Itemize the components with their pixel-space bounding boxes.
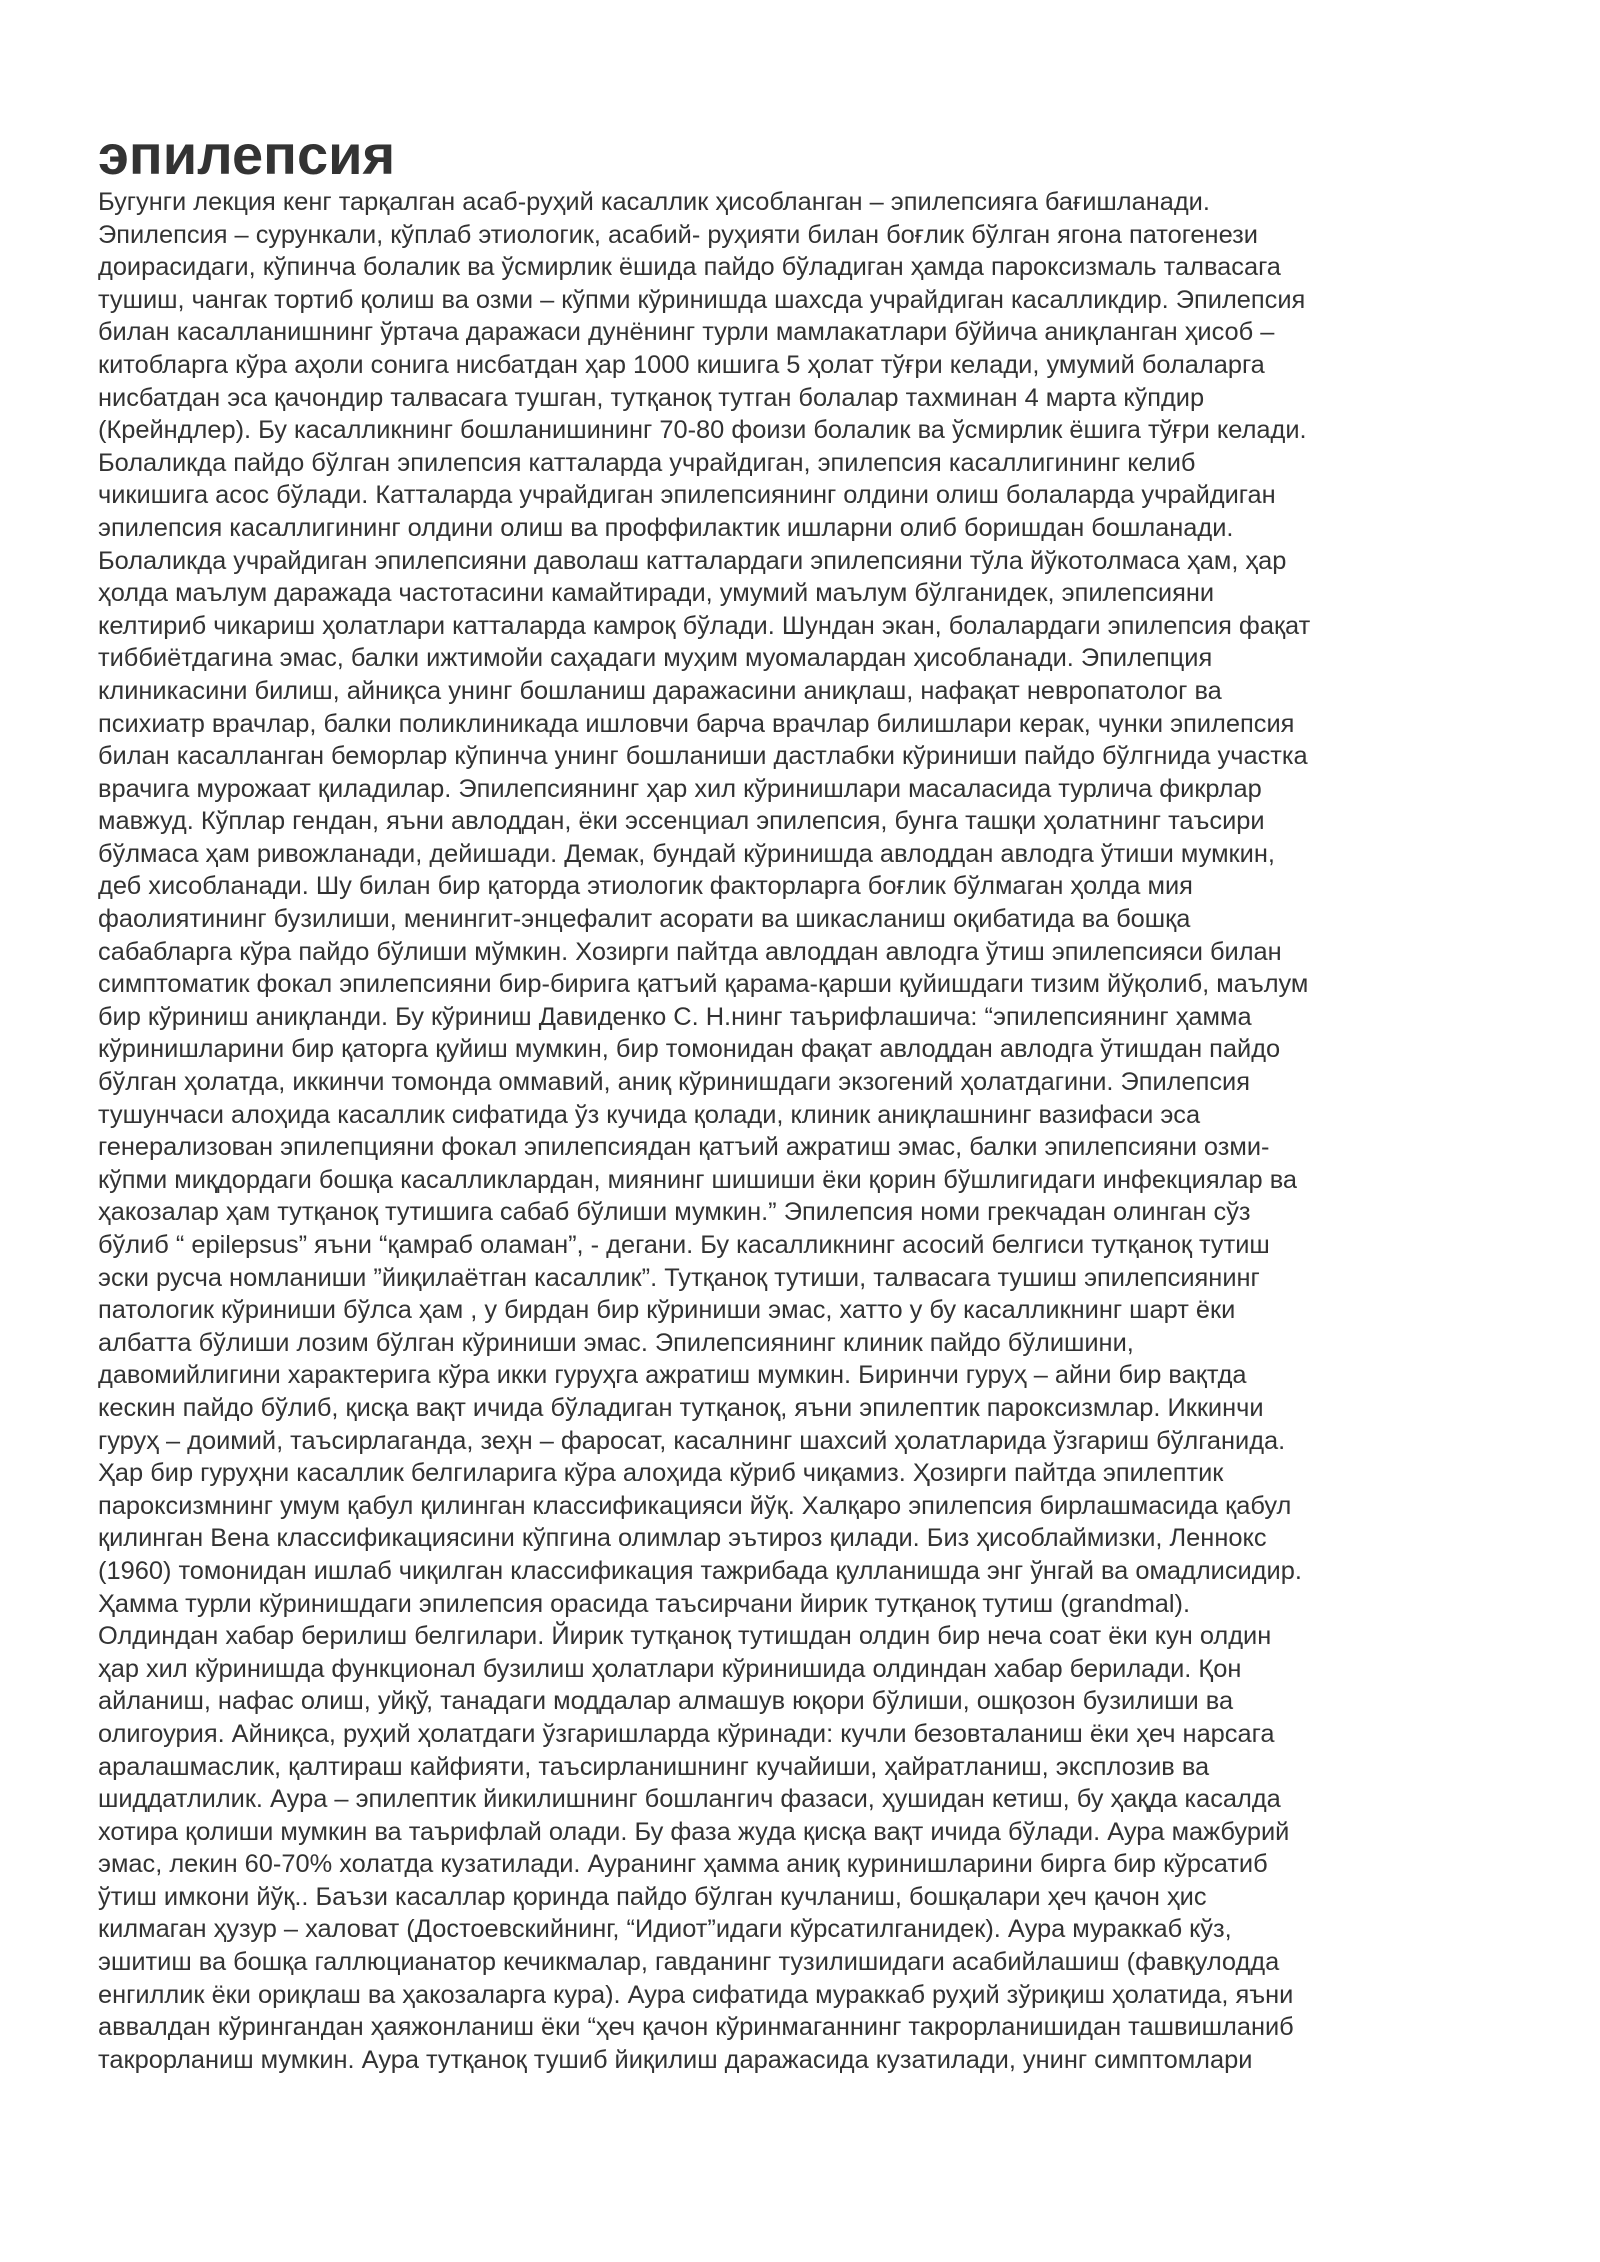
- body-line: келтириб чикариш ҳолатлари катталарда камроқ бўлади. Шундан экан, болалардаги эпилепсия фақат: [98, 611, 1311, 640]
- body-line: сабабларга кўра пайдо бўлиши мўмкин. Хозирги пайтда авлоддан авлодга ўтиш эпилепсияси билан: [98, 937, 1282, 966]
- body-line: мавжуд. Кўплар гендан, яъни авлоддан, ёки эссенциал эпилепсия, бунга ташқи ҳолатнинг таъсири: [98, 807, 1265, 836]
- body-line: нисбатдан эса қачондир талвасага тушган, тутқаноқ тутган болалар тахминан 4 марта кўпдир: [98, 383, 1205, 412]
- body-line: қилинган Вена классификациясини кўпгина олимлар эътироз қилади. Биз ҳисоблаймизки, Леннокс: [98, 1524, 1267, 1553]
- body-line: кескин пайдо бўлиб, қисқа вақт ичида бўладиган тутқаноқ, яъни эпилептик пароксизмлар. Иккинчи: [98, 1393, 1264, 1422]
- body-line: доирасидаги, кўпинча болалик ва ўсмирлик ёшида пайдо бўладиган ҳамда пароксизмаль талвасага: [98, 253, 1281, 282]
- body-line: эски русча номланиши ”йиқилаётган касаллик”. Тутқаноқ тутиши, талвасага тушиш эпилепсиянинг: [98, 1263, 1260, 1292]
- body-line: эшитиш ва бошқа галлюцианатор кечикмалар, гавданинг тузилишидаги асабийлашиш (фавқулодда: [98, 1948, 1280, 1977]
- body-line: ҳар хил кўринишда функционал бузилиш ҳолатлари кўринишида олдиндан хабар берилади. Қон: [98, 1654, 1242, 1683]
- body-line: албатта бўлиши лозим бўлган кўриниши эмас. Эпилепсиянинг клиник пайдо бўлишини,: [98, 1328, 1134, 1357]
- body-line: Болаликда пайдо бўлган эпилепсия катталарда учрайдиган, эпилепсия касаллигининг келиб: [98, 448, 1196, 477]
- body-line: Олдиндан хабар берилиш белгилари. Йирик тутқаноқ тутишдан олдин бир неча соат ёки кун олдин: [98, 1622, 1272, 1651]
- body-line: эпилепсия касаллигининг олдини олиш ва проффилактик ишларни олиб боришдан бошланади.: [98, 513, 1234, 542]
- body-line: симптоматик фокал эпилепсияни бир-бирига қатъий қарама-қарши қуйишдаги тизим йўқолиб, маълум: [98, 970, 1309, 999]
- body-line: кўринишларини бир қаторга қуйиш мумкин, бир томонидан фақат авлоддан авлодга ўтишдан пайдо: [98, 1035, 1281, 1064]
- body-line: китобларга кўра аҳоли сонига нисбатдан ҳар 1000 кишига 5 ҳолат тўғри келади, умумий болаларга: [98, 350, 1265, 379]
- body-line: эмас, лекин 60-70% холатда кузатилади. Ауранинг ҳамма аниқ куринишларини биргa бир кўрсатиб: [98, 1850, 1268, 1879]
- body-line: чикишига асос бўлади. Катталарда учрайдиган эпилепсиянинг олдини олиш болаларда учрайдиган: [98, 481, 1276, 510]
- body-line: бир кўриниш аниқланди. Бу кўриниш Давиденко С. Н.нинг таърифлашича: “эпилепсиянинг ҳамма: [98, 1002, 1252, 1031]
- body-line: пароксизмнинг умум қабул қилинган классификацияси йўқ. Халқаро эпилепсия бирлашмасида қабул: [98, 1491, 1292, 1520]
- body-line: Ҳамма турли кўринишдаги эпилепсия орасида таъсирчани йирик тутқаноқ тутиш (grandmal).: [98, 1589, 1191, 1618]
- body-line: такрорланиш мумкин. Аура тутқаноқ тушиб йиқилиш даражасида кузатилади, унинг симптомлари: [98, 2045, 1253, 2074]
- body-line: Бугунги лекция кенг тарқалган асаб-руҳий касаллик ҳисобланган – эпилепсияга бағишланади.: [98, 188, 1210, 216]
- body-line: айланиш, нафас олиш, уйқў, танадаги моддалар алмашув юқори бўлиши, ошқозон бузилиши ва: [98, 1687, 1234, 1716]
- body-line: Эпилепсия – сурункали, кўплаб этиологик, асабий- руҳияти билан боғлик бўлган ягона патогенези: [98, 220, 1258, 249]
- body-line: килмаган ҳузур – халоват (Достоевскийнинг, “Идиот”идаги кўрсатилганидек). Аура мураккаб кўз,: [98, 1915, 1232, 1944]
- body-line: генерализован эпилепцияни фокал эпилепсиядан қатъий ажратиш эмас, балки эпилепсияни озми-: [98, 1133, 1270, 1162]
- body-line: (Крейндлер). Бу касалликнинг бошланишининг 70-80 фоизи болалик ва ўсмирлик ёшига тўғри келади.: [98, 416, 1307, 445]
- body-line: врачига мурожаат қиладилар. Эпилепсиянинг ҳар хил кўринишлари масаласида турлича фикрлар: [98, 774, 1262, 803]
- document-page: [98, 124, 1458, 2076]
- body-line: ҳолда маълум даражада частотасини камайтиради, умумий маълум бўлганидек, эпилепсияни: [98, 579, 1215, 608]
- body-line: бўлган ҳолатда, иккинчи томонда оммавий, аниқ кўринишдаги экзогений ҳолатдагини. Эпилепсия: [98, 1068, 1250, 1097]
- body-line: аввалдан кўрингандан ҳаяжонланиш ёки “ҳеч қачон кўринмаганнинг такрорланишидан ташвишланиб: [98, 2013, 1294, 2042]
- body-line: аралашмаслик, қалтираш кайфияти, таъсирланишнинг кучайиши, ҳайратланиш, эксплозив ва: [98, 1752, 1210, 1781]
- body-line: фаолиятининг бузилиши, менингит-энцефалит асорати ва шикасланиш оқибатида ва бошқа: [98, 905, 1191, 934]
- body-line: билан касалланган беморлар кўпинча унинг бошланиши дастлабки кўриниши пайдо бўлгнида участка: [98, 742, 1308, 771]
- body-line: ўтиш имкони йўқ.. Баъзи касаллар қоринда пайдо бўлган кучланиш, бошқалари ҳеч қачон ҳис: [98, 1882, 1207, 1911]
- body-line: билан касалланишнинг ўртача даражаси дунёнинг турли мамлакатлари бўйича аниқланган ҳисоб –: [98, 318, 1275, 347]
- body-line: енгиллик ёки ориқлаш ва ҳакозаларга кура). Аура сифатида мураккаб руҳий зўриқиш ҳолатида, яъни: [98, 1980, 1294, 2009]
- body-line: психиатр врачлар, балки поликлиникада ишловчи барча врачлар билишлари керак, чунки эпилепсия: [98, 709, 1295, 738]
- body-line: деб хисобланади. Шу билан бир қаторда этиологик факторларга боғлик бўлмаган ҳолда мия: [98, 872, 1193, 901]
- body-line: давомийлигини характерига кўра икки гуруҳга ажратиш мумкин. Биринчи гуруҳ – айни бир вақтда: [98, 1361, 1247, 1390]
- body-line: кўпми миқдордаги бошқа касалликлардан, миянинг шишиши ёки қорин бўшлигидаги инфекциялар ва: [98, 1165, 1298, 1194]
- body-line: бўлмаса ҳам ривожланади, дейишади. Демак, бундай кўринишда авлоддан авлодга ўтиши мумкин,: [98, 839, 1275, 868]
- body-line: Болаликда учрайдиган эпилепсияни даволаш катталардаги эпилепсияни тўла йўкотолмаса ҳам, ҳар: [98, 546, 1287, 575]
- body-line: тушиш, чангак тортиб қолиш ва озми – кўпми кўринишда шахсда учрайдиган касалликдир. Эпилепсия: [98, 285, 1306, 314]
- body-line: хотира қолиши мумкин ва таърифлай олади. Бу фаза жуда қисқа вақт ичида бўлади. Аура мажбурий: [98, 1817, 1290, 1846]
- body-line: тушунчаси алоҳида касаллик сифатида ўз кучида қолади, клиник аниқлашнинг вазифаси эса: [98, 1100, 1201, 1129]
- body-line: патологик кўриниши бўлса ҳам , у бирдан бир кўриниши эмас, хатто у бу касалликнинг шарт ёки: [98, 1296, 1236, 1325]
- body-line: бўлиб “ epilepsus” яъни “қамраб оламан”, - дегани. Бу касалликнинг асосий белгиси тутқаноқ тутиш: [98, 1231, 1270, 1259]
- body-line: шиддатлилик. Аура – эпилептик йикилишнинг бошлангич фазаси, ҳушидан кетиш, бу ҳақда касалда: [98, 1785, 1281, 1814]
- document-title: эпилепсия: [98, 123, 396, 186]
- body-line: тиббиётдагина эмас, балки ижтимойи саҳадаги муҳим муомалардан ҳисобланади. Эпилепция: [98, 644, 1213, 673]
- body-line: (1960) томонидан ишлаб чиқилган классификация тажрибада қулланишда энг ўнгай ва омадлисидир.: [98, 1556, 1302, 1585]
- body-line: ҳакозалар ҳам тутқаноқ тутишига сабаб бўлиши мумкин.” Эпилепсия номи грекчадан олинган сўз: [98, 1198, 1251, 1227]
- body-line: клиникасини билиш, айниқса унинг бошланиш даражасини аниқлаш, нафақат невропатолог ва: [98, 676, 1222, 705]
- body-line: олигоурия. Айниқса, руҳий ҳолатдаги ўзгаришларда кўринади: кучли безовталаниш ёки ҳеч нарсага: [98, 1719, 1275, 1748]
- body-line: Ҳар бир гуруҳни касаллик белгиларига кўра алоҳида кўриб чиқамиз. Ҳозирги пайтда эпилептик: [98, 1459, 1224, 1488]
- document-body: [98, 186, 1458, 2076]
- body-line: гуруҳ – доимий, таъсирлаганда, зеҳн – фаросат, касалнинг шахсий ҳолатларида ўзгариш бўлганида.: [98, 1426, 1286, 1455]
